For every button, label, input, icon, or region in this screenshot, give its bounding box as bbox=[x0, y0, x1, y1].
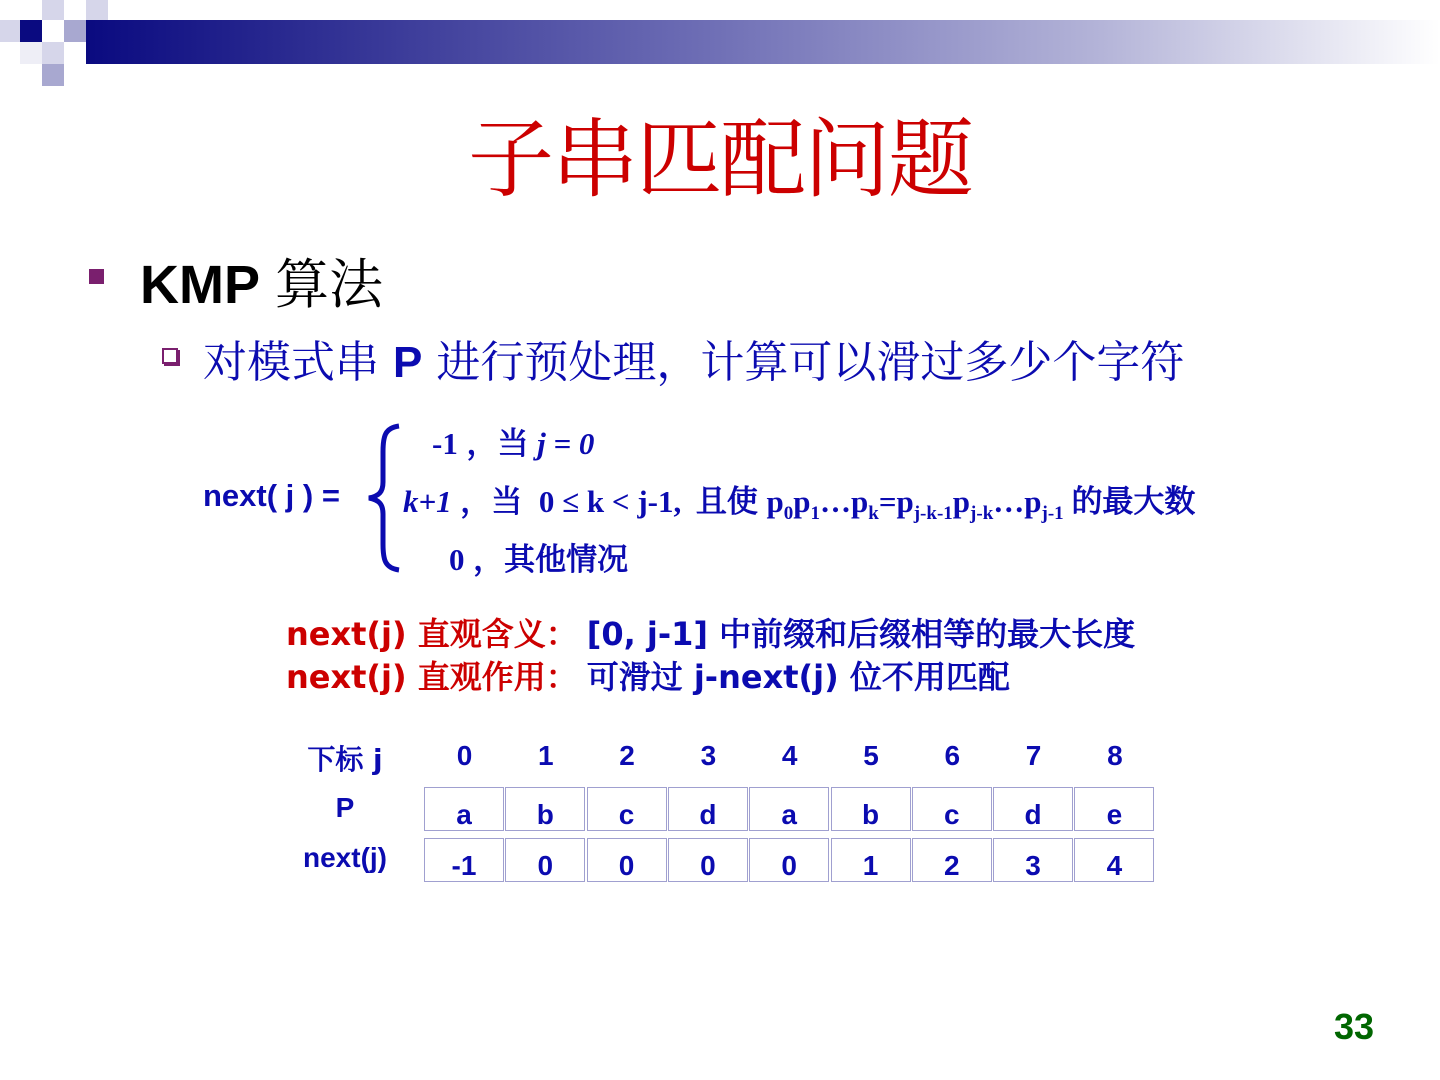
corner-square-white bbox=[20, 42, 42, 64]
pattern-cell: e bbox=[1074, 787, 1154, 831]
pattern-cell: d bbox=[668, 787, 748, 831]
next-cell: 4 bbox=[1074, 838, 1154, 882]
next-cell: 0 bbox=[749, 838, 829, 882]
index-cell: 1 bbox=[538, 740, 554, 771]
formula-case-1: -1 ，当 j = 0 bbox=[432, 426, 595, 462]
row-label-pattern: P bbox=[335, 792, 355, 823]
corner-square-light bbox=[42, 42, 64, 64]
formula-sequence: $p_0p_1\dots p_k=p_{j-k-1}p_{j-k}\dots p_{j-1}$ bbox=[766, 484, 1064, 524]
pattern-cell: c bbox=[587, 787, 667, 831]
subbullet-p: P bbox=[393, 338, 423, 387]
next-cell: 1 bbox=[831, 838, 911, 882]
next-cell: 3 bbox=[993, 838, 1073, 882]
subbullet-pre: 对模式串 bbox=[203, 337, 379, 388]
next-cell: 0 bbox=[668, 838, 748, 882]
next-cell: 2 bbox=[912, 838, 992, 882]
index-cell: 5 bbox=[863, 740, 879, 771]
next-cell: 0 bbox=[587, 838, 667, 882]
subbullet-preprocess bbox=[203, 330, 1323, 396]
index-cell: 2 bbox=[619, 740, 635, 771]
subbullet-post: 进行预处理，计算可以滑过多少个字符 bbox=[436, 337, 1185, 388]
row-label-index: 下标 j bbox=[307, 743, 383, 776]
corner-square-mid bbox=[64, 20, 86, 42]
next-cell: 0 bbox=[505, 838, 585, 882]
pattern-cell: c bbox=[912, 787, 992, 831]
corner-square-dark bbox=[20, 20, 42, 42]
pattern-cell: a bbox=[424, 787, 504, 831]
index-cell: 6 bbox=[944, 740, 961, 771]
index-cell: 7 bbox=[1025, 740, 1042, 771]
pattern-cell: b bbox=[831, 787, 911, 831]
page-number: 33 bbox=[1333, 1006, 1374, 1047]
formula-case-3: 0 ，其他情况 bbox=[449, 542, 629, 578]
corner-square-light bbox=[86, 0, 108, 20]
index-cell: 0 bbox=[456, 740, 473, 771]
bullet-kmp-cn: 算法 bbox=[275, 253, 384, 316]
left-brace bbox=[365, 422, 405, 574]
index-cell: 3 bbox=[700, 740, 717, 771]
pattern-cell: b bbox=[505, 787, 585, 831]
corner-square-light bbox=[0, 20, 20, 42]
slide-title: 子串匹配问题 bbox=[468, 110, 972, 210]
pattern-cell: d bbox=[993, 787, 1073, 831]
corner-square-mid bbox=[42, 64, 64, 86]
meaning-line-2: next(j) 直观作用： 可滑过 j-next(j) 位不用匹配 bbox=[286, 658, 1010, 696]
next-cell: -1 bbox=[424, 838, 504, 882]
header-banner bbox=[86, 20, 1440, 64]
meaning-line-1: next(j) 直观含义： [0, j-1] 中前缀和后缀相等的最大长度 bbox=[286, 615, 1136, 653]
formula-case-2: k+1 ，当 0 ≤ k < j-1, 且使 $p_0p_1\dots p_k=p_{j-k-1}p_{j-k}\dots p_{j-1}$ 的最大数 bbox=[403, 484, 1196, 524]
index-cell: 8 bbox=[1107, 740, 1123, 771]
pattern-cell: a bbox=[749, 787, 829, 831]
bullet-kmp-en: KMP bbox=[140, 255, 260, 315]
index-cell: 4 bbox=[781, 740, 798, 771]
formula-lhs: next( j ) = bbox=[203, 478, 340, 513]
corner-square-light bbox=[42, 0, 64, 20]
bullet-kmp bbox=[140, 250, 383, 320]
bullet-marker bbox=[89, 269, 104, 284]
subbullet-marker bbox=[162, 348, 178, 364]
row-label-next: next(j) bbox=[303, 842, 387, 873]
